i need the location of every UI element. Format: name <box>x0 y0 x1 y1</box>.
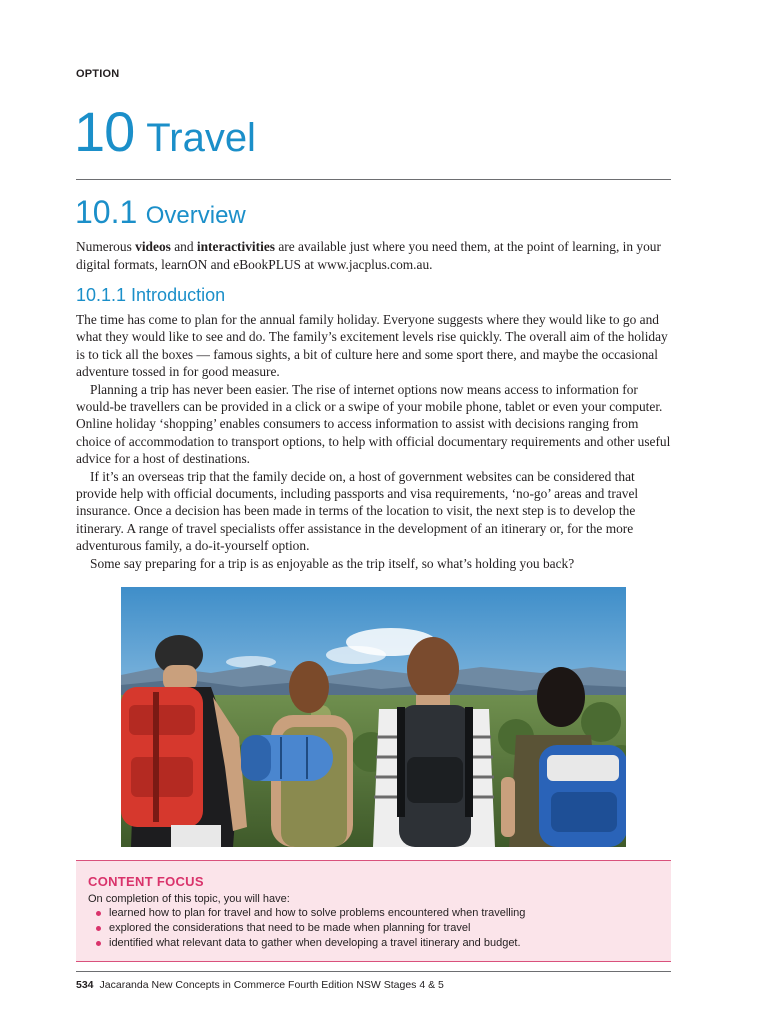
page-number: 534 <box>76 979 94 991</box>
intro-text-3: are available just where you need them, at the point of learning, in your digital formats, learnON and eBookPLUS at www.jacplus.com.au. <box>76 239 661 272</box>
paragraph: The time has come to plan for the annual family holiday. Everyone suggests where they would like to go and what they would like to see and do. The family’s excitement levels rise quickly. The overall aim of the holiday is to tick all the boxes — famous sights, a bit of culture here and some sport there, and maybe the occasional adventure tossed in for good measure. <box>76 312 668 380</box>
footer-divider <box>76 971 671 972</box>
body-text <box>76 311 676 572</box>
option-label: OPTION <box>76 68 120 80</box>
bullet-icon <box>96 941 101 946</box>
paragraph: Some say preparing for a trip is as enjoyable as the trip itself, so what’s holding you back? <box>90 555 575 571</box>
chapter-divider <box>76 179 671 180</box>
content-focus-list <box>96 906 525 951</box>
videos-term: videos <box>135 239 171 254</box>
intro-paragraph <box>76 238 676 273</box>
list-item-text: identified what relevant data to gather when developing a travel itinerary and budget. <box>109 937 521 949</box>
list-item <box>96 921 525 936</box>
chapter-name: Travel <box>146 116 256 160</box>
section-number: 10.1 <box>75 194 138 230</box>
paragraph: If it’s an overseas trip that the family decide on, a host of government websites can be considered that provide help with official documents, including passports and visa requirements, ‘no-go’ areas and travel insurance. Once a decision has been made in terms of the location to visit, the next step is to develop the itinerary. A range of travel specialists offer assistance in the development of an itinerary or, for the more adventurous family, a do-it-yourself option. <box>76 468 639 554</box>
chapter-title <box>74 100 256 163</box>
interactivities-term: interactivities <box>196 239 275 254</box>
list-item-text: explored the considerations that need to be made when planning for travel <box>109 922 471 934</box>
list-item <box>96 906 525 921</box>
section-heading <box>75 196 246 228</box>
section-title: Overview <box>145 202 246 229</box>
bullet-icon <box>96 911 101 916</box>
book-title: Jacaranda New Concepts in Commerce Fourth Edition NSW Stages 4 & 5 <box>99 979 444 991</box>
travellers-photo <box>121 587 626 847</box>
content-focus-title: CONTENT FOCUS <box>88 874 204 889</box>
content-focus-box <box>76 860 671 962</box>
intro-text-1: Numerous <box>76 239 136 254</box>
list-item <box>96 936 525 951</box>
bullet-icon <box>96 926 101 931</box>
subsection-heading: 10.1.1 Introduction <box>76 285 226 305</box>
chapter-number: 10 <box>74 100 135 163</box>
content-focus-intro: On completion of this topic, you will have: <box>88 893 290 905</box>
page-footer <box>76 979 444 991</box>
paragraph: Planning a trip has never been easier. The rise of internet options now means access to information for would-be travellers can be provided in a click or a swipe of your mobile phone, tablet or even your computer. Online holiday ‘shopping’ enables consumers to access information to assist with decisions ranging from choice of accommodation to transport options, to help with official documentary requirements and other useful advice for a host of destinations. <box>76 381 671 467</box>
intro-text-2: and <box>170 239 197 254</box>
list-item-text: learned how to plan for travel and how to solve problems encountered when travelling <box>109 907 526 919</box>
